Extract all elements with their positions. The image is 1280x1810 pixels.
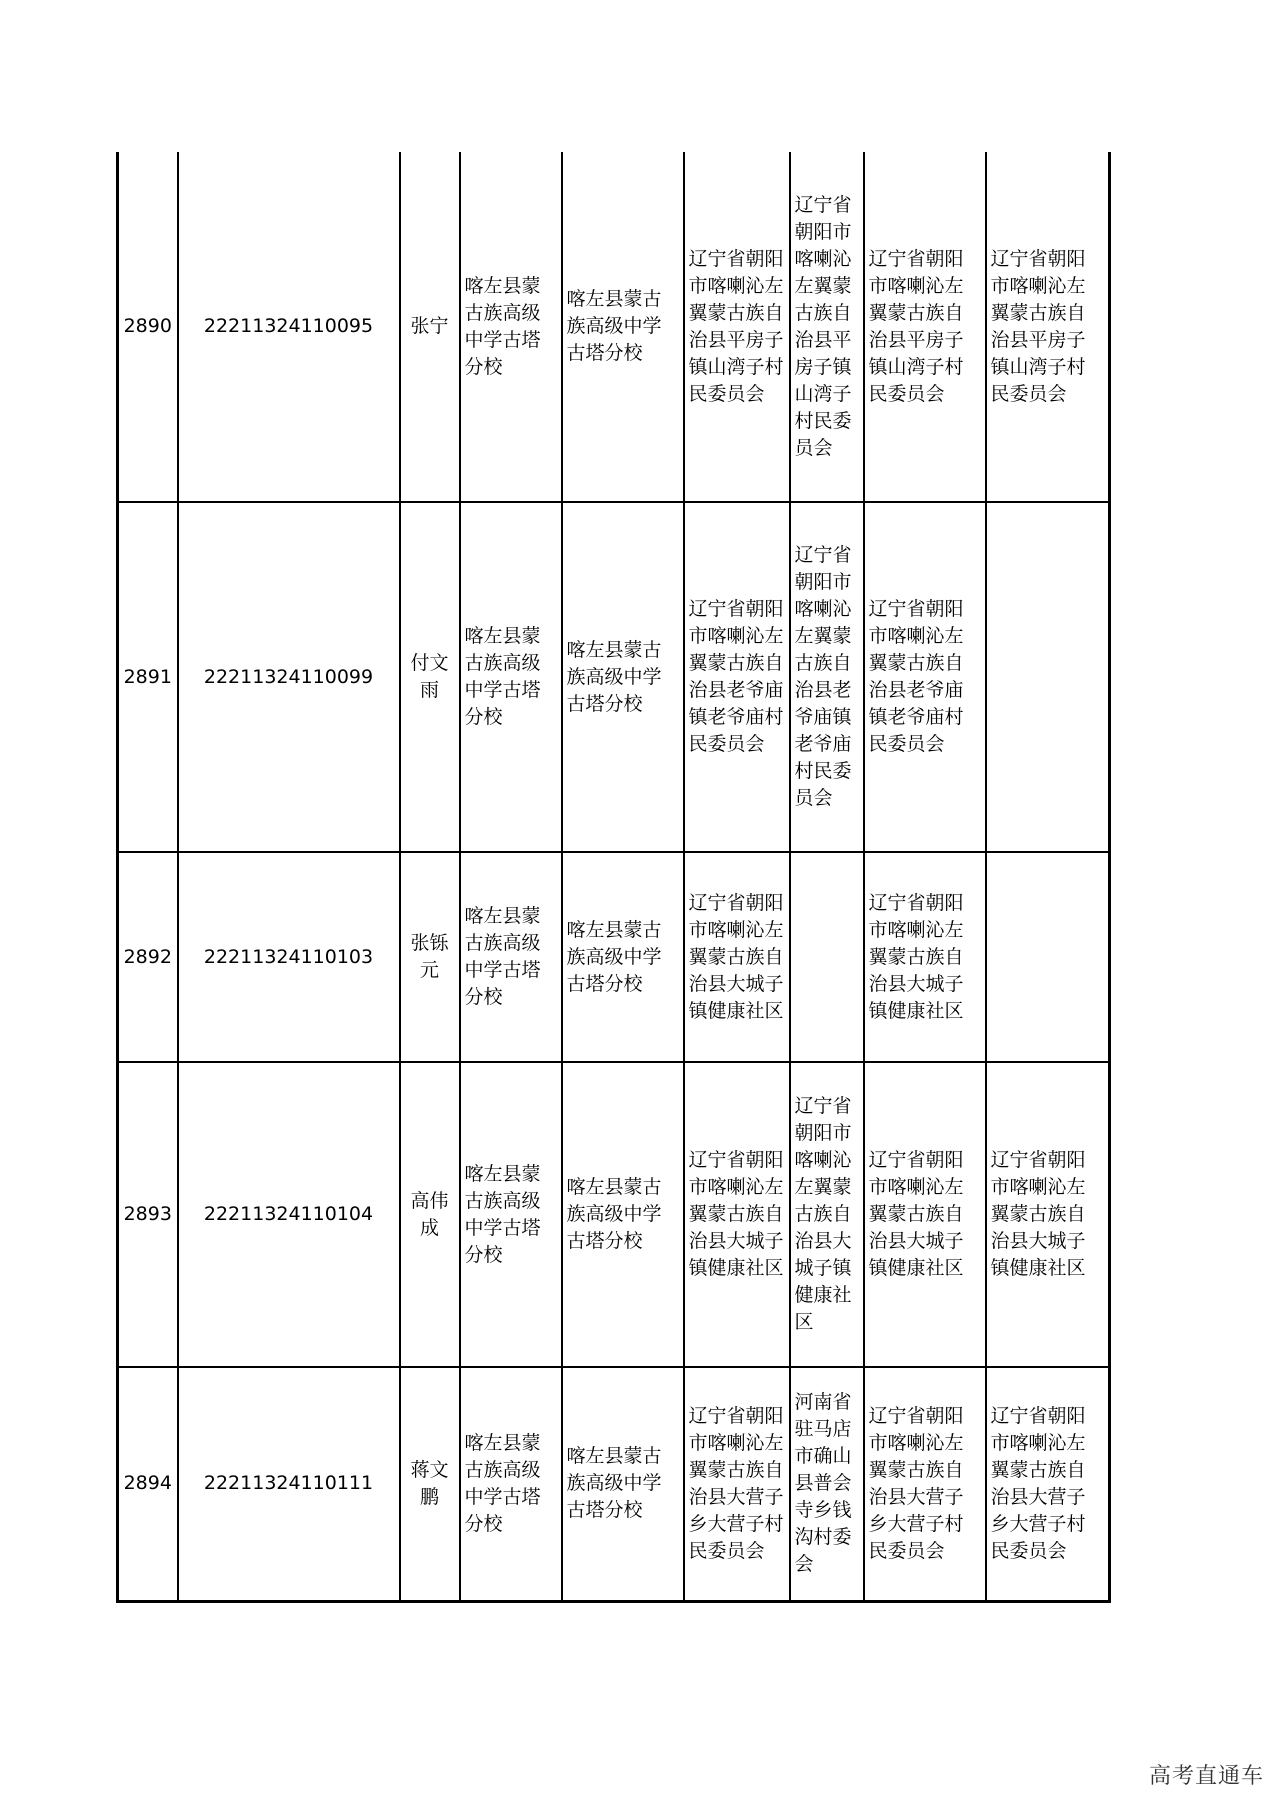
- row-number: 2892: [118, 852, 178, 1062]
- address-3: 辽宁省朝阳市喀喇沁左翼蒙古族自治县平房子镇山湾子村民委员会: [864, 152, 986, 502]
- exam-id: 22211324110103: [178, 852, 400, 1062]
- address-4: [986, 502, 1110, 852]
- address-3: 辽宁省朝阳市喀喇沁左翼蒙古族自治县大营子乡大营子村民委员会: [864, 1367, 986, 1601]
- address-4: 辽宁省朝阳市喀喇沁左翼蒙古族自治县平房子镇山湾子村民委员会: [986, 152, 1110, 502]
- address-3: 辽宁省朝阳市喀喇沁左翼蒙古族自治县大城子镇健康社区: [864, 1062, 986, 1367]
- row-number: 2890: [118, 152, 178, 502]
- school-name-2: 喀左县蒙古族高级中学古塔分校: [562, 1367, 684, 1601]
- table-row: [118, 852, 1110, 1062]
- watermark-text: 高考直通车: [1148, 1764, 1264, 1789]
- table-row: [118, 152, 1110, 502]
- exam-id: 22211324110104: [178, 1062, 400, 1367]
- school-name-2: 喀左县蒙古族高级中学古塔分校: [562, 152, 684, 502]
- exam-id: 22211324110099: [178, 502, 400, 852]
- school-name-2: 喀左县蒙古族高级中学古塔分校: [562, 502, 684, 852]
- student-name: 蒋文鹏: [400, 1367, 460, 1601]
- exam-id: 22211324110095: [178, 152, 400, 502]
- school-name-2: 喀左县蒙古族高级中学古塔分校: [562, 852, 684, 1062]
- student-name: 高伟成: [400, 1062, 460, 1367]
- school-name: 喀左县蒙古族高级中学古塔分校: [460, 1367, 562, 1601]
- student-name: 付文雨: [400, 502, 460, 852]
- address-2: [790, 852, 864, 1062]
- address-3: 辽宁省朝阳市喀喇沁左翼蒙古族自治县老爷庙镇老爷庙村民委员会: [864, 502, 986, 852]
- school-name-2: 喀左县蒙古族高级中学古塔分校: [562, 1062, 684, 1367]
- exam-id: 22211324110111: [178, 1367, 400, 1601]
- address-4: 辽宁省朝阳市喀喇沁左翼蒙古族自治县大营子乡大营子村民委员会: [986, 1367, 1110, 1601]
- address-3: 辽宁省朝阳市喀喇沁左翼蒙古族自治县大城子镇健康社区: [864, 852, 986, 1062]
- school-name: 喀左县蒙古族高级中学古塔分校: [460, 502, 562, 852]
- row-number: 2894: [118, 1367, 178, 1601]
- table-row: [118, 1367, 1110, 1601]
- address-2: 辽宁省朝阳市喀喇沁左翼蒙古族自治县大城子镇健康社区: [790, 1062, 864, 1367]
- student-name: 张铄元: [400, 852, 460, 1062]
- address-4: [986, 852, 1110, 1062]
- address-1: 辽宁省朝阳市喀喇沁左翼蒙古族自治县大城子镇健康社区: [684, 1062, 790, 1367]
- table-row: [118, 502, 1110, 852]
- row-number: 2891: [118, 502, 178, 852]
- address-4: 辽宁省朝阳市喀喇沁左翼蒙古族自治县大城子镇健康社区: [986, 1062, 1110, 1367]
- table-row: [118, 1062, 1110, 1367]
- address-2: 辽宁省朝阳市喀喇沁左翼蒙古族自治县老爷庙镇老爷庙村民委员会: [790, 502, 864, 852]
- school-name: 喀左县蒙古族高级中学古塔分校: [460, 152, 562, 502]
- row-number: 2893: [118, 1062, 178, 1367]
- student-roster-table: [116, 152, 1111, 1603]
- address-1: 辽宁省朝阳市喀喇沁左翼蒙古族自治县平房子镇山湾子村民委员会: [684, 152, 790, 502]
- student-name: 张宁: [400, 152, 460, 502]
- address-1: 辽宁省朝阳市喀喇沁左翼蒙古族自治县大城子镇健康社区: [684, 852, 790, 1062]
- school-name: 喀左县蒙古族高级中学古塔分校: [460, 1062, 562, 1367]
- address-1: 辽宁省朝阳市喀喇沁左翼蒙古族自治县老爷庙镇老爷庙村民委员会: [684, 502, 790, 852]
- address-2: 河南省驻马店市确山县普会寺乡钱沟村委会: [790, 1367, 864, 1601]
- address-2: 辽宁省朝阳市喀喇沁左翼蒙古族自治县平房子镇山湾子村民委员会: [790, 152, 864, 502]
- address-1: 辽宁省朝阳市喀喇沁左翼蒙古族自治县大营子乡大营子村民委员会: [684, 1367, 790, 1601]
- school-name: 喀左县蒙古族高级中学古塔分校: [460, 852, 562, 1062]
